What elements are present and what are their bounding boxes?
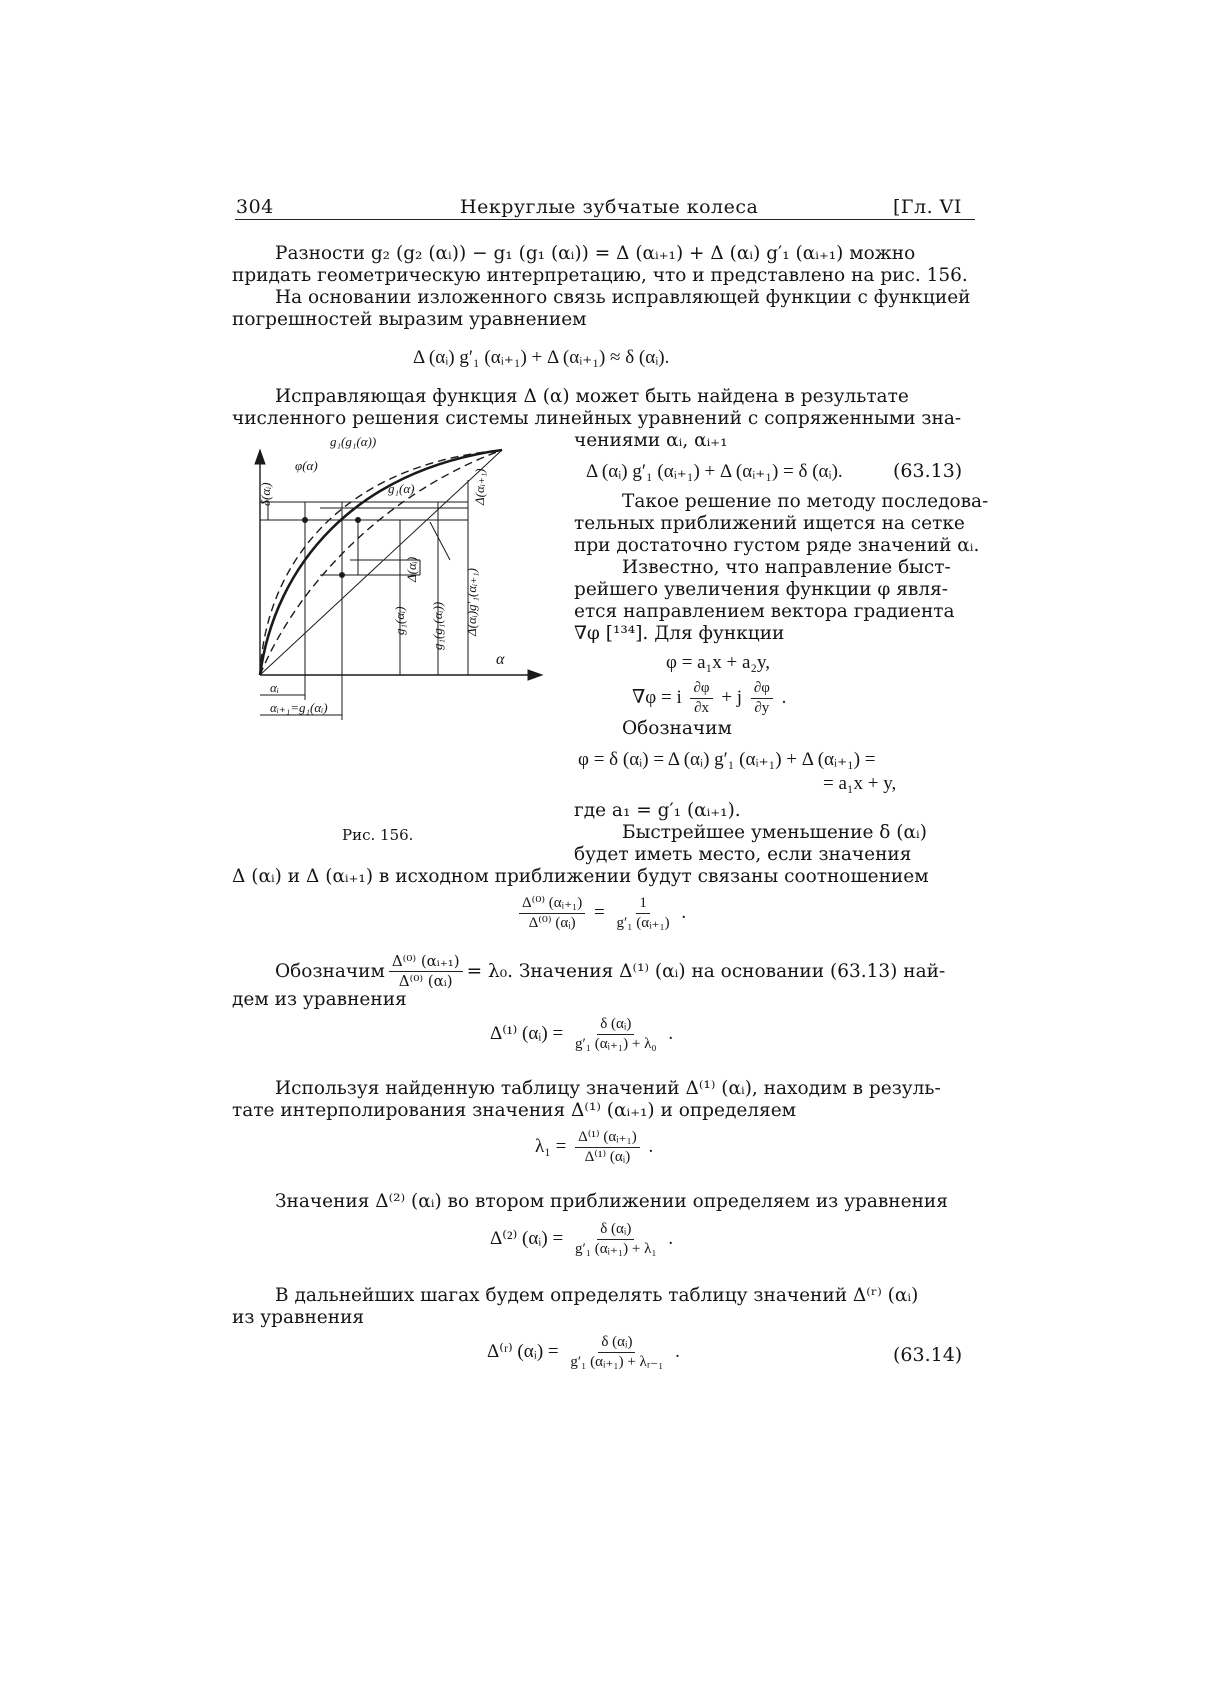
- text-line: В дальнейших шагах будем определять таблицу значений Δ⁽ʳ⁾ (αᵢ): [275, 1285, 919, 1306]
- text-line: из уравнения: [232, 1307, 365, 1328]
- text-line: тате интерполирования значения Δ⁽¹⁾ (αᵢ₊₁) и определяем: [232, 1100, 797, 1121]
- text-line: погрешностей выразим уравнением: [232, 309, 587, 330]
- point: [303, 518, 308, 523]
- text-line: тельных приближений ищется на сетке: [574, 513, 965, 534]
- text-line: Обозначим $\frac{\text{Δ⁽⁰⁾ (αᵢ₊₁)}}{\text{Δ⁽⁰⁾ (αᵢ)}}$ = λ₀. Значения Δ⁽¹⁾ (αᵢ) на основании (63.13) най-: [275, 952, 946, 990]
- header-rule: [235, 219, 975, 220]
- text-line: дем из уравнения: [232, 989, 407, 1010]
- figure-156: [240, 434, 560, 790]
- equation-gradient: ∇φ = i $\frac{\partial\varphi}{\partial x}$ + j $\frac{\partial\varphi}{\partial y}$ .: [632, 680, 787, 716]
- text-line: Используя найденную таблицу значений Δ⁽¹⁾ (αᵢ), находим в резуль-: [275, 1078, 941, 1099]
- text-line: На основании изложенного связь исправляющей функции с функцией: [275, 287, 971, 308]
- equation-delta-1: Δ⁽¹⁾ (αᵢ) = $\frac{\text{δ (αᵢ)}}{\text{g′₁ (αᵢ₊₁) + λ₀}}$ .: [490, 1016, 674, 1052]
- equation-phi-delta-cont: = a₁x + y,: [823, 773, 897, 794]
- label-g1g1: g₁(g₁(α)): [330, 434, 377, 449]
- label-Delta-ai: Δ(αᵢ): [404, 556, 419, 582]
- text-line: будет иметь место, если значения: [574, 844, 912, 865]
- text-line: Разности g₂ (g₂ (αᵢ)) − g₁ (g₁ (αᵢ)) = Δ (αᵢ₊₁) + Δ (αᵢ) g′₁ (αᵢ₊₁) можно: [275, 243, 916, 264]
- text-line: Обозначим: [622, 718, 732, 739]
- text-line: придать геометрическую интерпретацию, что и представлено на рис. 156.: [232, 265, 968, 286]
- equation: Δ (αᵢ) g′₁ (αᵢ₊₁) + Δ (αᵢ₊₁) ≈ δ (αᵢ).: [413, 347, 670, 368]
- text-line: Быстрейшее уменьшение δ (αᵢ): [622, 822, 927, 843]
- text-line: численного решения системы линейных уравнений с сопряженными зна-: [232, 408, 962, 429]
- text-line: ется направлением вектора градиента: [574, 601, 955, 622]
- equation-number: (63.14): [893, 1344, 963, 1366]
- text-line: при достаточно густом ряде значений αᵢ.: [574, 535, 980, 556]
- label-alpha: α: [496, 651, 505, 668]
- text-line: Исправляющая функция Δ (α) может быть найдена в результате: [275, 386, 909, 407]
- label-phi: φ(α): [295, 458, 318, 473]
- label-g1g1ai: g₁(g₁(αᵢ)): [430, 601, 445, 650]
- chapter-label: [Гл. VI: [893, 196, 962, 218]
- label-alpha-i: αᵢ: [270, 680, 279, 695]
- text-line: Значения Δ⁽²⁾ (αᵢ) во втором приближении определяем из уравнения: [275, 1191, 948, 1212]
- label-alpha-i1: αᵢ₊₁=g₁(αᵢ): [270, 700, 328, 715]
- label-g1: g₁(α): [388, 481, 415, 496]
- equation-delta-2: Δ⁽²⁾ (αᵢ) = $\frac{\text{δ (αᵢ)}}{\text{g′₁ (αᵢ₊₁) + λ₁}}$ .: [490, 1221, 674, 1257]
- point: [356, 518, 361, 523]
- text-line: рейшего увеличения функции φ явля-: [574, 579, 948, 600]
- text-line: Известно, что направление быст-: [622, 557, 951, 578]
- text-line: ∇φ [¹³⁴]. Для функции: [574, 623, 785, 644]
- equation-ratio: $\frac{\text{Δ⁽⁰⁾ (αᵢ₊₁)}}{\text{Δ⁽⁰⁾ (αᵢ)}}$ = $\frac{1}{\text{g′₁ (αᵢ₊₁)}}$ .: [515, 895, 686, 932]
- x-axis-arrow: [528, 670, 542, 680]
- page-number: 304: [236, 196, 274, 218]
- equation-phi: φ = a₁x + a₂y,: [666, 652, 771, 673]
- equation-lambda-1: λ₁ = $\frac{\text{Δ⁽¹⁾ (αᵢ₊₁)}}{\text{Δ⁽¹⁾ (αᵢ)}}$ .: [535, 1129, 654, 1165]
- point: [340, 573, 345, 578]
- figure-caption: Рис. 156.: [342, 826, 414, 844]
- equation-delta-r: Δ⁽ʳ⁾ (αᵢ) = $\frac{\text{δ (αᵢ)}}{\text{g′₁ (αᵢ₊₁) + λᵣ₋₁}}$ .: [487, 1334, 680, 1370]
- text-line: где a₁ = g′₁ (αᵢ₊₁).: [574, 800, 741, 821]
- equation-phi-delta: φ = δ (αᵢ) = Δ (αᵢ) g′₁ (αᵢ₊₁) + Δ (αᵢ₊₁) =: [578, 749, 876, 770]
- label-Delta-ai1: Δ(αᵢ₊₁): [472, 468, 487, 505]
- leader-line: [430, 522, 450, 560]
- label-delta-ai: δ(αᵢ): [258, 482, 273, 506]
- y-axis-arrow: [255, 450, 265, 464]
- equation-63-13: Δ (αᵢ) g′₁ (αᵢ₊₁) + Δ (αᵢ₊₁) = δ (αᵢ).: [586, 461, 843, 482]
- equation-number: (63.13): [893, 460, 963, 482]
- running-title: Некруглые зубчатые колеса: [460, 196, 759, 218]
- text-line: Такое решение по методу последова-: [622, 491, 989, 512]
- label-g1ai: g₁(αᵢ): [392, 606, 407, 635]
- label-Delta-g: Δ(αᵢ)g′₁(αᵢ₊₁): [464, 568, 479, 636]
- text-line: Δ (αᵢ) и Δ (αᵢ₊₁) в исходном приближении будут связаны соотношением: [232, 866, 929, 887]
- text-line: чениями αᵢ, αᵢ₊₁: [574, 430, 728, 451]
